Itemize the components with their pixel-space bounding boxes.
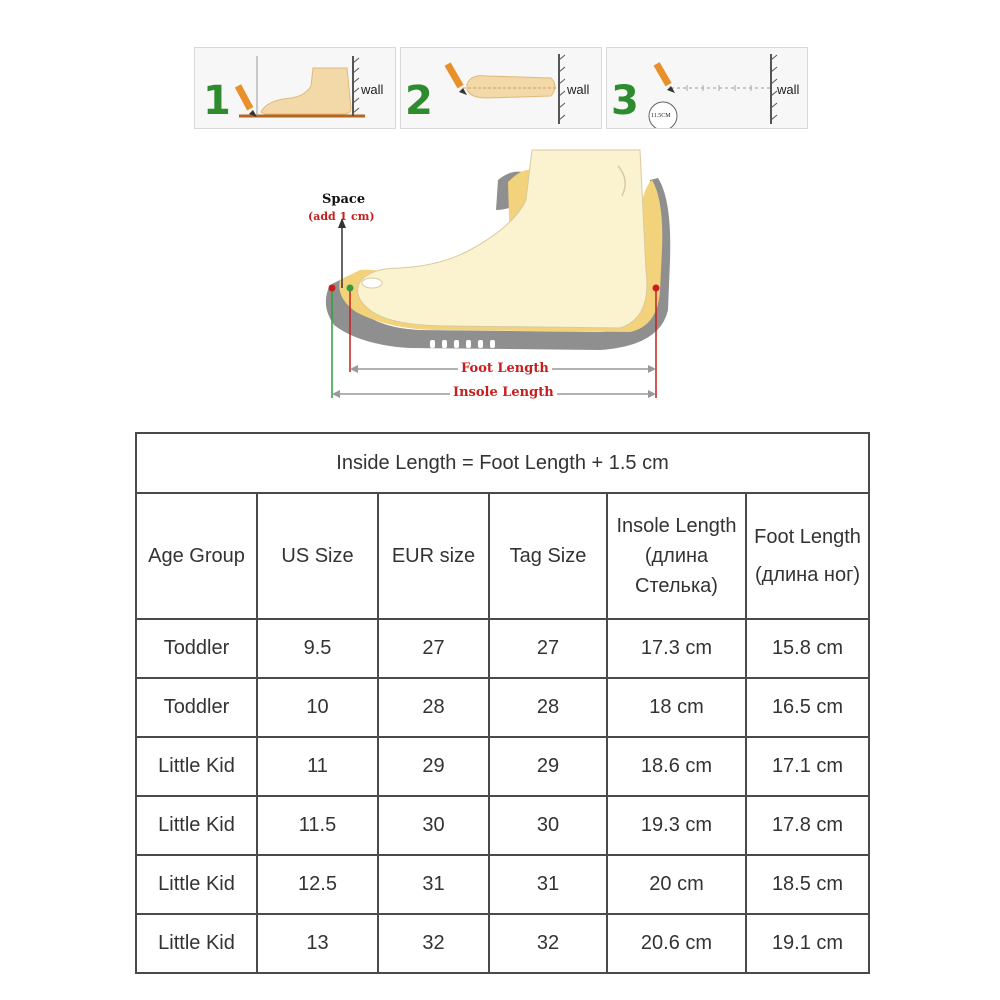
pencil-icon	[654, 62, 675, 93]
table-cell: 12.5	[257, 855, 378, 914]
measure-point-toe	[329, 285, 336, 292]
table-cell: 30	[489, 796, 607, 855]
step-panel-3	[606, 47, 808, 129]
foot-length-label: Foot Length	[458, 361, 552, 376]
table-cell: 17.8 cm	[746, 796, 869, 855]
table-cell: 16.5 cm	[746, 678, 869, 737]
foot-in-shoe-diagram	[300, 140, 700, 410]
table-cell: 18.6 cm	[607, 737, 746, 796]
foot-shape	[358, 150, 647, 328]
table-cell: 13	[257, 914, 378, 973]
table-row	[136, 914, 869, 973]
insole-length-label: Insole Length	[450, 385, 557, 400]
table-row	[136, 737, 869, 796]
table-cell: 32	[378, 914, 489, 973]
header-foot-length: Foot Length (длина ног)	[746, 493, 869, 619]
table-cell: 28	[378, 678, 489, 737]
space-note: (add 1 cm)	[308, 210, 375, 223]
table-cell: 28	[489, 678, 607, 737]
wall-label-3: wall	[777, 82, 800, 97]
measure-point-heel	[653, 285, 660, 292]
wall-label-1: wall	[361, 82, 384, 97]
table-cell: Little Kid	[136, 796, 257, 855]
table-cell: 29	[378, 737, 489, 796]
step-number-1: 1	[203, 78, 231, 124]
pencil-icon	[235, 84, 257, 117]
table-cell: 31	[489, 855, 607, 914]
header-row	[136, 493, 869, 619]
foot-top-icon	[467, 76, 555, 98]
table-cell: 18 cm	[607, 678, 746, 737]
table-row	[136, 678, 869, 737]
header-insole-length: Insole Length (длина Стелька)	[607, 493, 746, 619]
space-label: Space	[322, 192, 366, 207]
table-cell: 17.3 cm	[607, 619, 746, 678]
table-cell: 32	[489, 914, 607, 973]
table-row	[136, 796, 869, 855]
table-cell: Little Kid	[136, 737, 257, 796]
table-cell: Little Kid	[136, 855, 257, 914]
measure-point-insole	[347, 285, 354, 292]
formula-row	[136, 433, 869, 493]
header-tag-size: Tag Size	[489, 493, 607, 619]
table-row	[136, 855, 869, 914]
step-number-2: 2	[405, 78, 433, 124]
table-cell: 19.1 cm	[746, 914, 869, 973]
table-cell: 30	[378, 796, 489, 855]
step-panel-2	[400, 47, 602, 129]
table-cell: Toddler	[136, 678, 257, 737]
formula-cell: Inside Length = Foot Length + 1.5 cm	[136, 433, 869, 493]
wall-label-2: wall	[567, 82, 590, 97]
table-cell: 11	[257, 737, 378, 796]
size-chart-table	[135, 432, 870, 974]
table-cell: 27	[489, 619, 607, 678]
table-cell: 17.1 cm	[746, 737, 869, 796]
pencil-icon	[445, 62, 467, 95]
table-cell: 19.3 cm	[607, 796, 746, 855]
table-cell: 27	[378, 619, 489, 678]
table-cell: 10	[257, 678, 378, 737]
table-row	[136, 619, 869, 678]
table-cell: 20 cm	[607, 855, 746, 914]
table-cell: 11.5	[257, 796, 378, 855]
foot-side-icon	[261, 68, 351, 114]
header-age-group: Age Group	[136, 493, 257, 619]
table-cell: 29	[489, 737, 607, 796]
table-cell: 9.5	[257, 619, 378, 678]
table-cell: 18.5 cm	[746, 855, 869, 914]
header-us-size: US Size	[257, 493, 378, 619]
step-number-3: 3	[611, 78, 639, 124]
ruler-icon	[671, 85, 771, 91]
table-cell: Little Kid	[136, 914, 257, 973]
table-cell: 20.6 cm	[607, 914, 746, 973]
table-cell: 31	[378, 855, 489, 914]
table-cell: 15.8 cm	[746, 619, 869, 678]
step-panel-1	[194, 47, 396, 129]
scale-label: 11.5CM	[651, 113, 671, 119]
table-cell: Toddler	[136, 619, 257, 678]
header-eur-size: EUR size	[378, 493, 489, 619]
